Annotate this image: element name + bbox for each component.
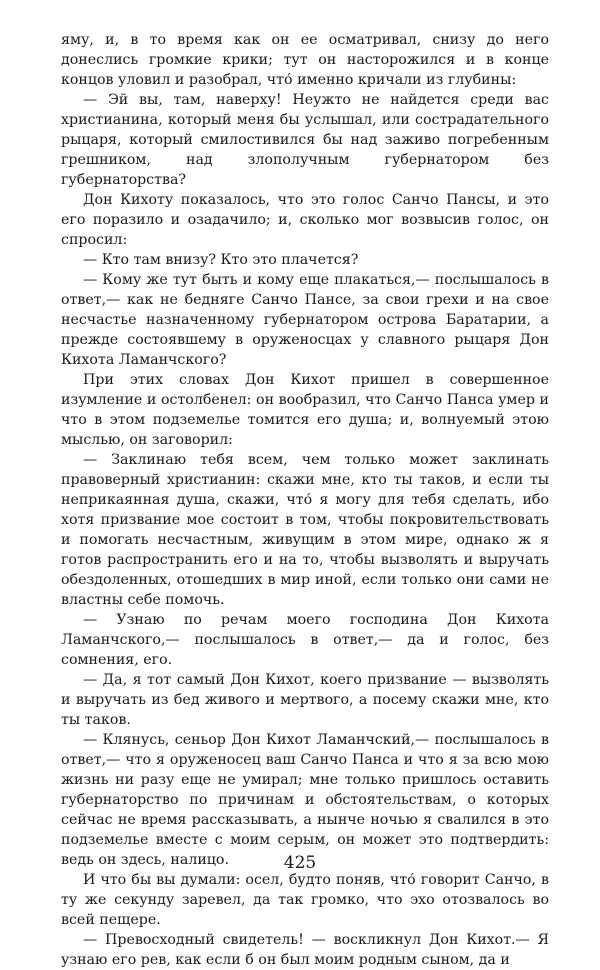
paragraph-1: яму, и, в то время как он ее осматривал, снизу до него донеслись громкие крики; тут он насторожился и в конце концов уловил и разобрал, что́ именно кричали из глубины: [61, 32, 549, 88]
paragraph-8: — Узнаю по речам моего господина Дон Кихота Ламанчского,— послышалось в ответ,— да и голос, без сомнения, его. [61, 612, 549, 668]
paragraph-6: При этих словах Дон Кихот пришел в совершенное изумление и остолбенел: он вообразил, что Санчо Панса умер и что в этом подземелье томится его душа; и, волнуемый этою мыслью, он заговорил: [61, 372, 549, 448]
paragraph-7: — Заклинаю тебя всем, чем только может заклинать правоверный христианин: скажи мне, кто ты таков, и если ты неприкаянная душа, скажи, что́ я могу для тебя сделать, ибо хотя призвание мое состоит в том, чтобы покровительствовать и помогать несчастным, живущим в этом мире, однако ж я готов распространить его и на то, чтобы вызволять и выручать обездоленных, отошедших в мир иной, если только они сами не властны себе помочь. [61, 452, 549, 608]
paragraph-3: Дон Кихоту показалось, что это голос Санчо Пансы, и это его поразило и озадачило; и, сколько мог возвысив голос, он спросил: [61, 192, 549, 248]
paragraph-9: — Да, я тот самый Дон Кихот, коего призвание — вызволять и выручать из бед живого и мертвого, а посему скажи мне, кто ты таков. [61, 672, 549, 728]
paragraph-10: — Клянусь, сеньор Дон Кихот Ламанчский,— послышалось в ответ,— что я оруженосец ваш Санчо Панса и что я за всю мою жизнь ни разу еще не умирал; мне только пришлось оставить губернаторство по причинам и обстоятельствам, о которых сейчас не время рассказывать, а нынче ночью я свалился в это подземелье вместе с моим серым, он может это подтвердить: ведь он здесь, налицо. [61, 732, 549, 868]
page-number: 425 [283, 853, 317, 873]
paragraph-5: — Кому же тут быть и кому еще плакаться,— послышалось в ответ,— как не бедняге Санчо Пансе, за свои грехи и на свое несчастье назначенному губернатором острова Баратарии, а прежде состоявшему в оруженосцах у славного рыцаря Дон Кихота Ламанчского? [61, 272, 549, 368]
paragraph-11: И что бы вы думали: осел, будто поняв, что́ говорит Санчо, в ту же секунду заревел, да так громко, что эхо отозвалось во всей пещере. [61, 872, 549, 928]
paragraph-4: — Кто там внизу? Кто это плачется? [83, 252, 359, 268]
page-body [61, 30, 549, 970]
paragraph-2: — Эй вы, там, наверху! Неужто не найдется среди вас христианина, который меня бы услышал, или сострадательного рыцаря, который смилостивился бы над заживо погребенным грешником, над злополучным губернатором без губернаторства? [61, 92, 549, 188]
paragraph-12: — Превосходный свидетель! — воскликнул Дон Кихот.— Я узнаю его рев, как если б он был моим родным сыном, да и [61, 932, 549, 968]
